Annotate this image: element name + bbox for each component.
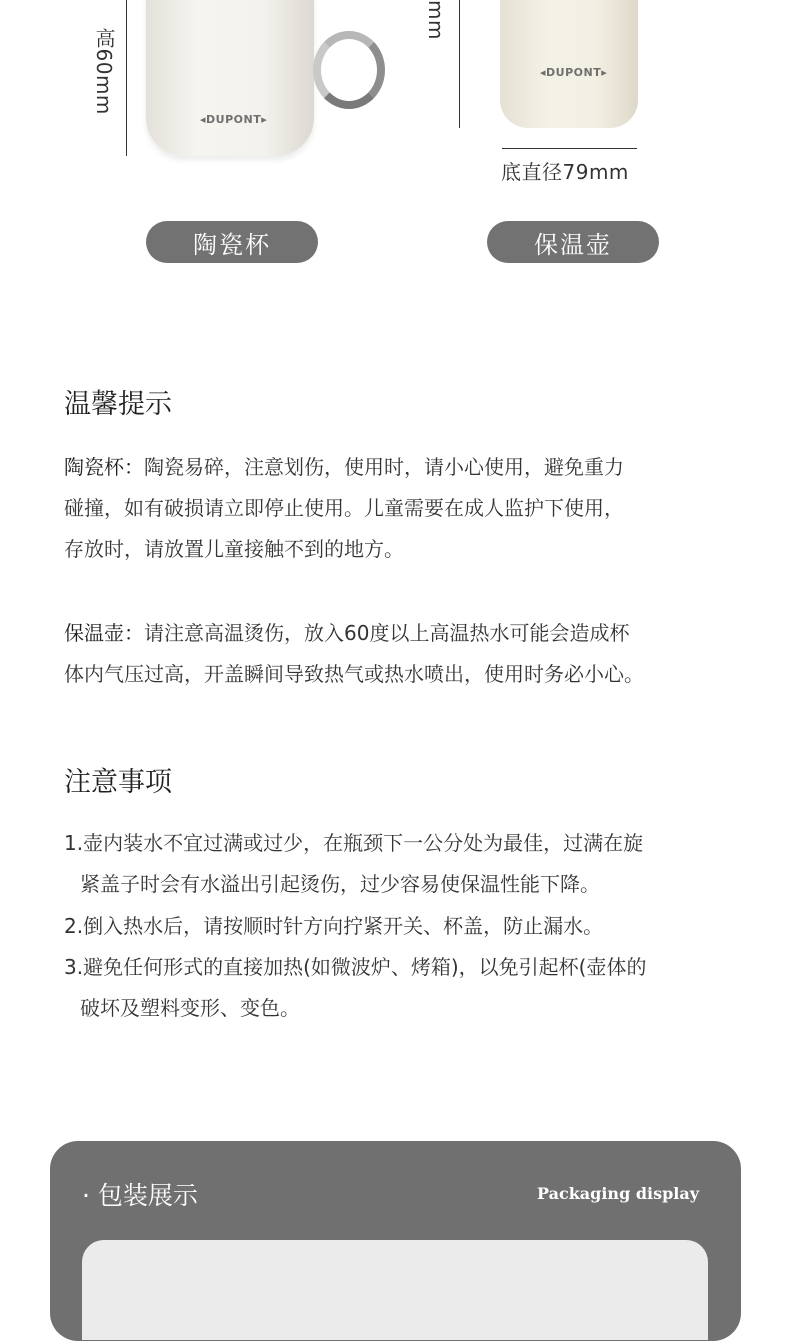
mug-height-dimension-line	[126, 0, 127, 156]
mug-brand-logo: ◂DUPONT▸	[200, 113, 268, 126]
note-line-cont: 紧盖子时会有水溢出引起烫伤，过少容易使保温性能下降。	[80, 872, 600, 896]
bottle-base-dimension-line	[502, 148, 637, 149]
note-item-1	[64, 823, 744, 905]
thermos-bottle-label: 保温壶	[487, 221, 659, 263]
tip-lead: 保温壶：	[64, 621, 144, 645]
note-item-3	[64, 947, 744, 1029]
note-line-cont: 破坏及塑料变形、变色。	[80, 996, 300, 1020]
tip-line	[64, 447, 744, 488]
bottle-base-label: 底直径79mm	[501, 160, 629, 184]
tip-lead: 陶瓷杯：	[64, 455, 144, 479]
tip-line: 存放时，请放置儿童接触不到的地方。	[64, 537, 404, 561]
ceramic-mug-label: 陶瓷杯	[146, 221, 318, 263]
packaging-title: · 包装展示	[82, 1181, 198, 1210]
bottle-height-dimension-line	[459, 0, 460, 128]
packaging-image-placeholder	[82, 1240, 708, 1340]
tip-line	[64, 613, 744, 654]
tip-ceramic-mug	[64, 447, 744, 570]
mug-height-label: 高60mm	[92, 28, 116, 115]
packaging-subtitle: Packaging display	[537, 1184, 700, 1203]
bottle-height-label: mm	[424, 0, 448, 40]
tip-thermos-bottle	[64, 613, 744, 695]
note-line: 1.壶内装水不宜过满或过少，在瓶颈下一公分处为最佳，过满在旋	[64, 831, 644, 855]
note-line: 2.倒入热水后，请按顺时针方向拧紧开关、杯盖，防止漏水。	[64, 914, 604, 938]
note-line: 3.避免任何形式的直接加热(如微波炉、烤箱)，以免引起杯(壶体的	[64, 955, 647, 979]
notes-title: 注意事项	[64, 767, 172, 798]
tip-line: 体内气压过高，开盖瞬间导致热气或热水喷出，使用时务必小心。	[64, 662, 644, 686]
note-item-2	[64, 906, 744, 947]
tips-title: 温馨提示	[64, 389, 172, 420]
tip-text: 请注意高温烫伤，放入60度以上高温热水可能会造成杯	[144, 621, 630, 645]
tip-line: 碰撞，如有破损请立即停止使用。儿童需要在成人监护下使用，	[64, 496, 624, 520]
tip-text: 陶瓷易碎，注意划伤，使用时，请小心使用，避免重力	[144, 455, 624, 479]
bottle-brand-logo: ◂DUPONT▸	[540, 66, 608, 79]
